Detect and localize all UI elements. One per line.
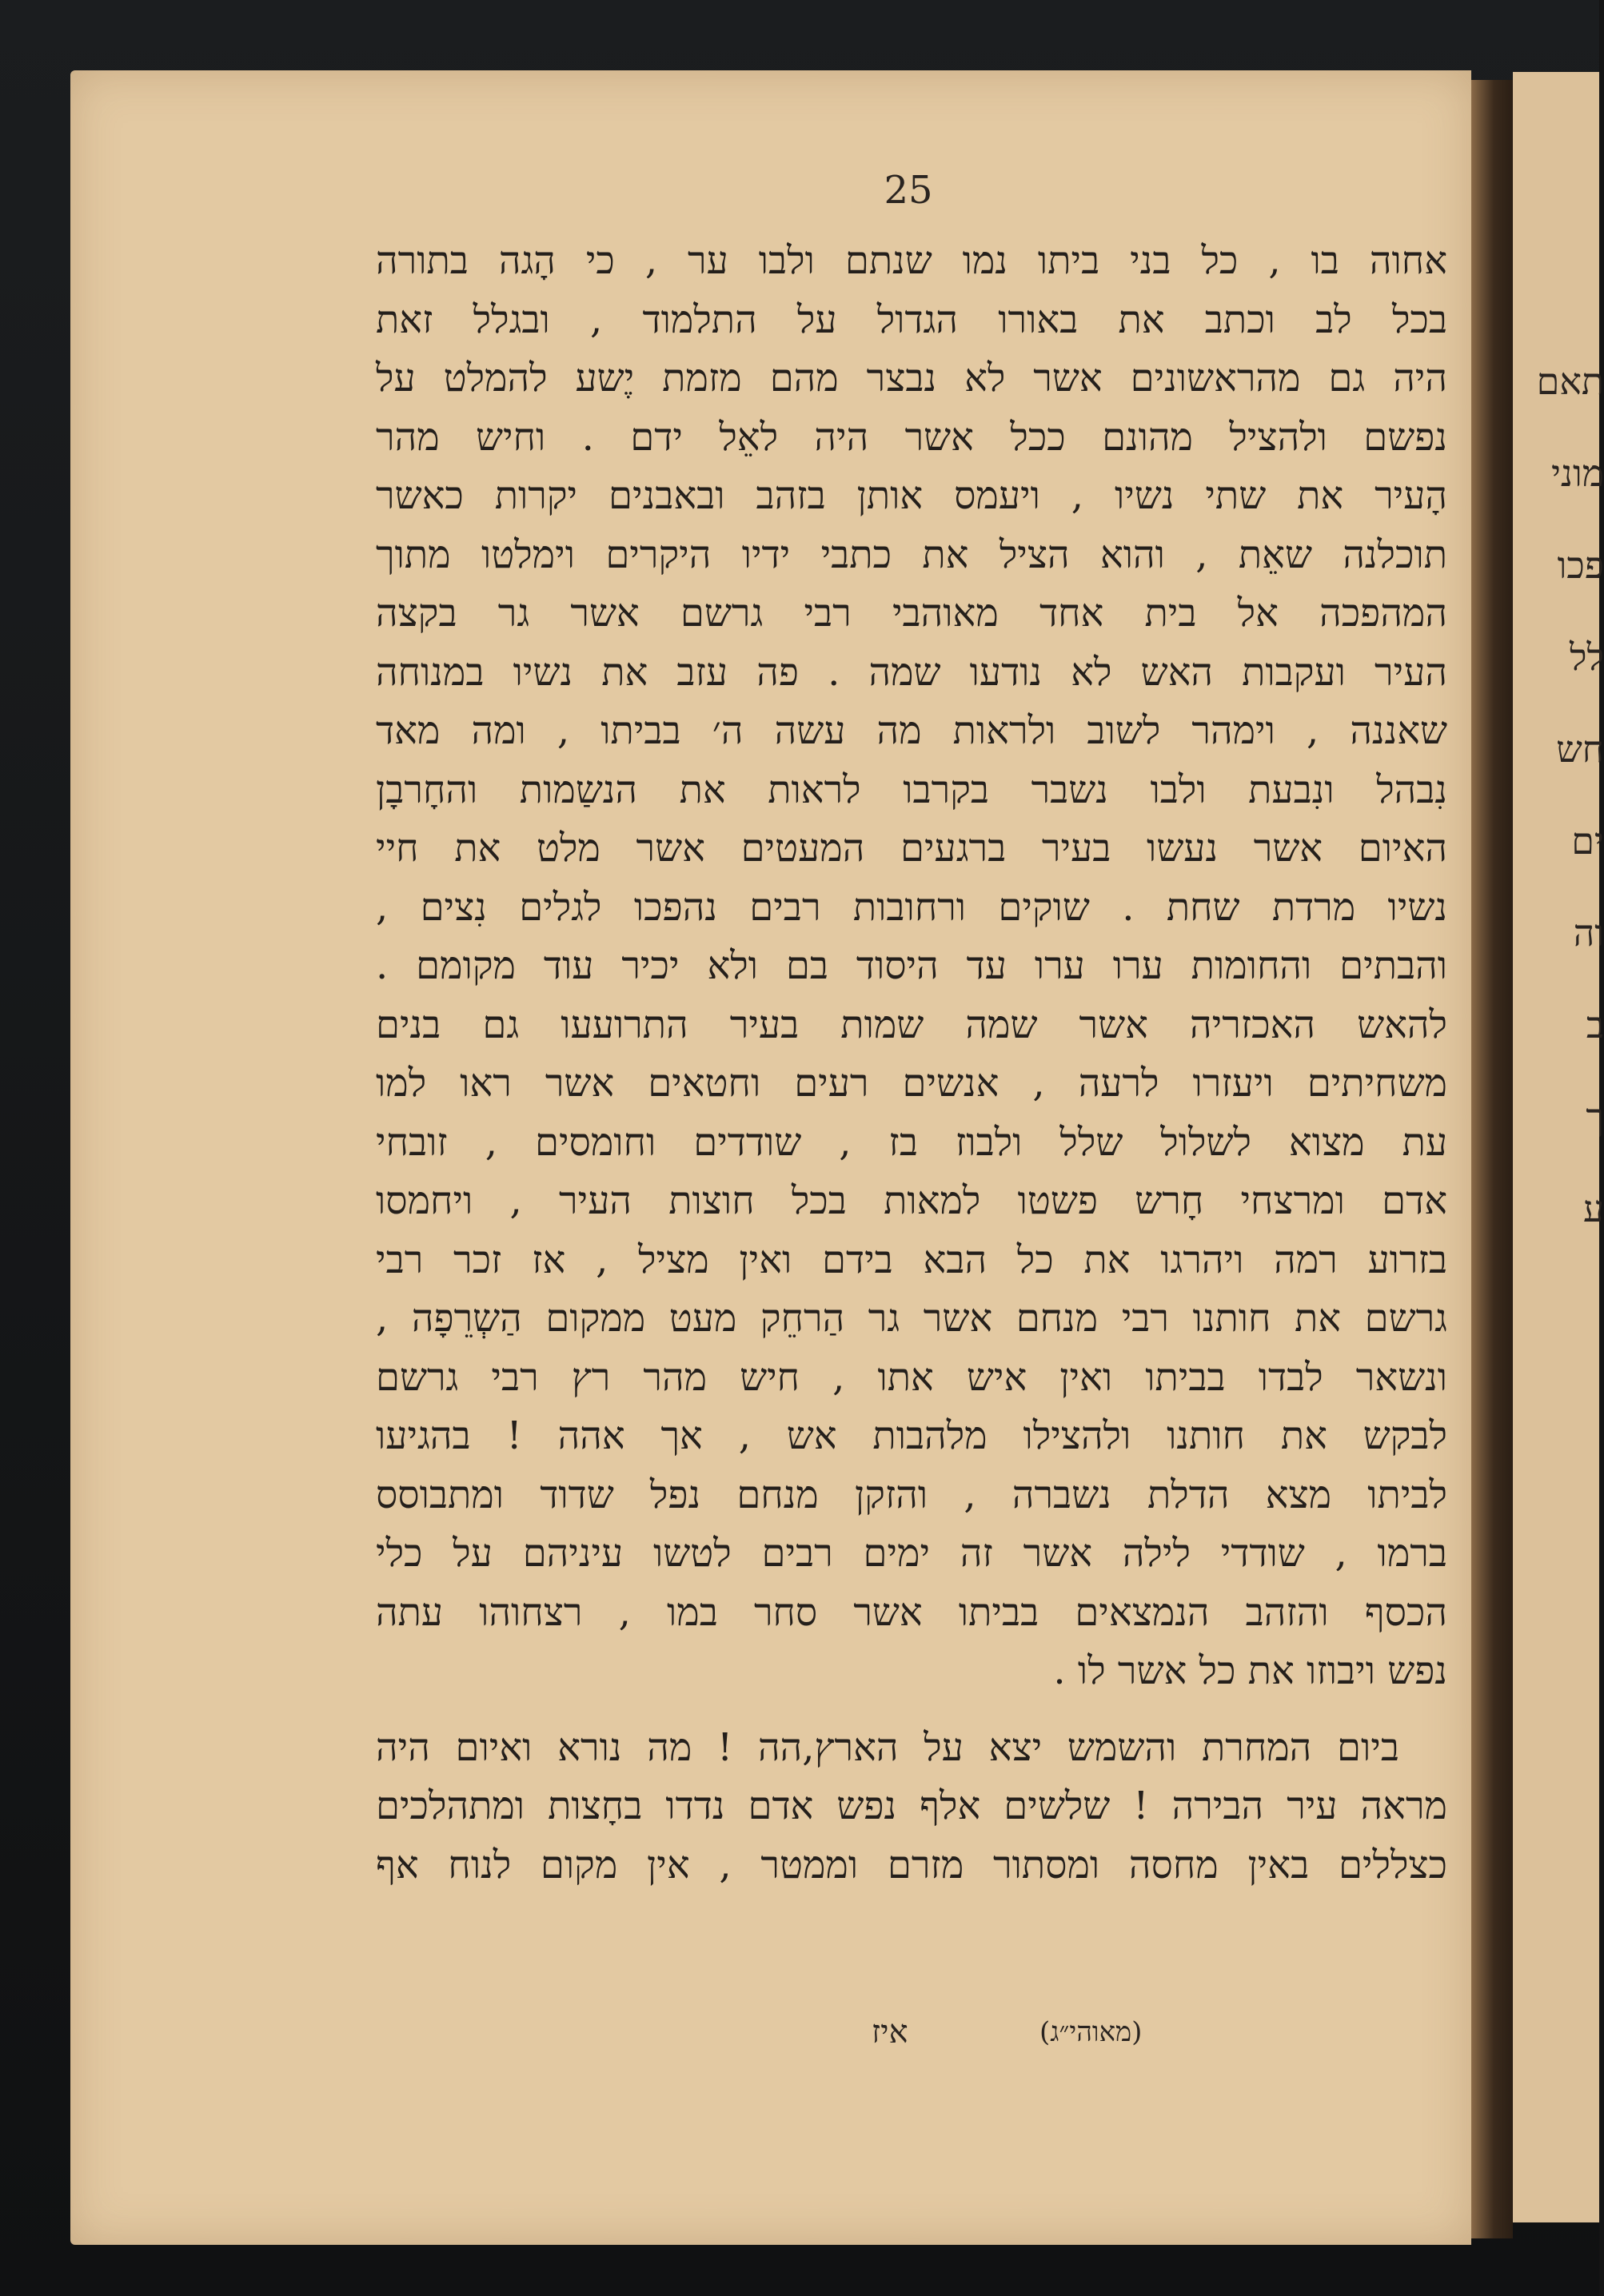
text-line: בזרוע רמה ויהרגו את כל הבא בידם ואין מציל , אז זכר רבי bbox=[376, 1237, 1447, 1282]
text-line: הכסף והזהב הנמצאים בביתו אשר סחר במו , רצחוהו עתה bbox=[376, 1589, 1448, 1635]
text-line: בכל לב וכתב את באורו הגדול על התלמוד , ובגלל זאת bbox=[376, 297, 1447, 342]
edge-fragment: ב bbox=[1586, 1003, 1604, 1046]
printer-signature: איז bbox=[872, 2014, 908, 2051]
printer-signature-code: (מאוהי״ג) bbox=[1039, 2016, 1143, 2048]
next-page-text-fragments bbox=[1524, 336, 1604, 1255]
text-line: כצללים באין מחסה ומסתור מזרם וממטר , אין מקום לנוח אף bbox=[376, 1842, 1448, 1887]
edge-fragment: מוני bbox=[1550, 452, 1604, 495]
text-line: האיום אשר נעשו בעיר ברגעים המעטים אשר מלט את חיי bbox=[376, 826, 1448, 871]
edge-fragment: ך bbox=[1586, 1095, 1604, 1138]
text-line: אדם ומרצחי חָרש פשטו למאות בכל חוצות העיר , ויחמסו bbox=[376, 1178, 1447, 1223]
text-line: מראה עיר הבירה ! שלשים אלף נפש אדם נדדו בחָצות ומתהלכים bbox=[376, 1784, 1447, 1828]
text-line: להאש האכזריה אשר שמה שמות בעיר התרועעו גם בנים bbox=[376, 1002, 1447, 1047]
text-line: ונשאר לבדו בביתו ואין איש אתו , חיש מהר רץ רבי גרשם bbox=[376, 1354, 1447, 1400]
text-line: משחיתים ויעזרו לרעה , אנשים רעים וחטאים אשר ראו למו bbox=[376, 1061, 1448, 1106]
text-line: גרשם את חותנו רבי מנחם אשר גר הַרחֵק מעט ממקום הַשְרֵפָה , bbox=[376, 1296, 1447, 1341]
text-line: נפש ויבוזו את כל אשר לו . bbox=[1053, 1648, 1447, 1693]
page-text bbox=[376, 232, 1447, 1895]
page-number: 25 bbox=[884, 168, 933, 213]
page-footer bbox=[376, 2013, 1447, 2061]
text-line: נפשם ולהציל מהונם ככל אשר היה לאֵל ידם . וחיש מהר bbox=[376, 414, 1447, 460]
text-line: ביום המחרת והשמש יצא על הארץ,הה ! מה נורא ואיום היה bbox=[376, 1724, 1399, 1770]
text-line: הָעיר את שתי נשיו , ויעמס אותן בזהב ובאבנים יקרות כאשר bbox=[376, 473, 1447, 518]
text-line: נִבהל ונִבעת ולבו נשבר בקרבו לראות את הנשַמות והחָרבָן bbox=[376, 767, 1447, 812]
text-line: אחוה בו , כל בני ביתו נמו שנתם ולבו ער , כי הָגה בתורה bbox=[376, 238, 1448, 283]
paragraph-gap bbox=[376, 1701, 1447, 1719]
text-line: תוכלנה שאֵת , והוא הציל את כתבי ידיו היקרים וימלטו מתוך bbox=[376, 532, 1447, 577]
text-line: לביתו מצא הדלת נשברה , והזקן מנחם נפל שדוד ומתבוסס bbox=[376, 1472, 1447, 1517]
text-line: היה גם מהראשונים אשר לא נבצר מהם מזמת יֶשע להמלט על bbox=[376, 356, 1447, 401]
edge-fragment: ע bbox=[1582, 1187, 1604, 1230]
edge-fragment: ים bbox=[1571, 819, 1604, 863]
edge-fragment: חש bbox=[1556, 727, 1604, 771]
edge-fragment: פכו bbox=[1557, 544, 1604, 587]
book-gutter bbox=[1471, 80, 1513, 2238]
text-line: עת מצוא לשלול שלל ולבוז בז , שודדים וחומסים , זובחי bbox=[376, 1119, 1447, 1165]
edge-fragment: תאם bbox=[1536, 360, 1604, 403]
text-line: לבקש את חותנו ולהצילו מלהבות אש , אך אהה ! בהגיעו bbox=[376, 1413, 1447, 1458]
text-line: נשיו מרדת שחת . שוקים ורחובות רבים נהפכו לגלים נִצים , bbox=[376, 884, 1447, 930]
text-line: העיר ועקבות האש לא נודעו שמה . פה עזב את נשיו במנוחה bbox=[376, 649, 1447, 695]
next-page-edge bbox=[1513, 72, 1604, 2222]
text-line: שאננה , וימהר לשוב ולראות מה עשה ה׳ בביתו , ומה מאד bbox=[376, 708, 1448, 753]
text-line: ברמו , שודדי לילה אשר זה ימים רבים לטשו עיניהם על כלי bbox=[376, 1531, 1447, 1576]
edge-fragment: לל bbox=[1569, 636, 1604, 679]
text-line: המהפכה אל בית אחד מאוהבי רבי גרשם אשר גר בקצה bbox=[376, 591, 1447, 636]
edge-fragment: וה bbox=[1573, 911, 1604, 955]
text-line: והבתים והחומות ערו ערו עד היסוד בם ולא יכיר עוד מקומם . bbox=[376, 943, 1447, 988]
